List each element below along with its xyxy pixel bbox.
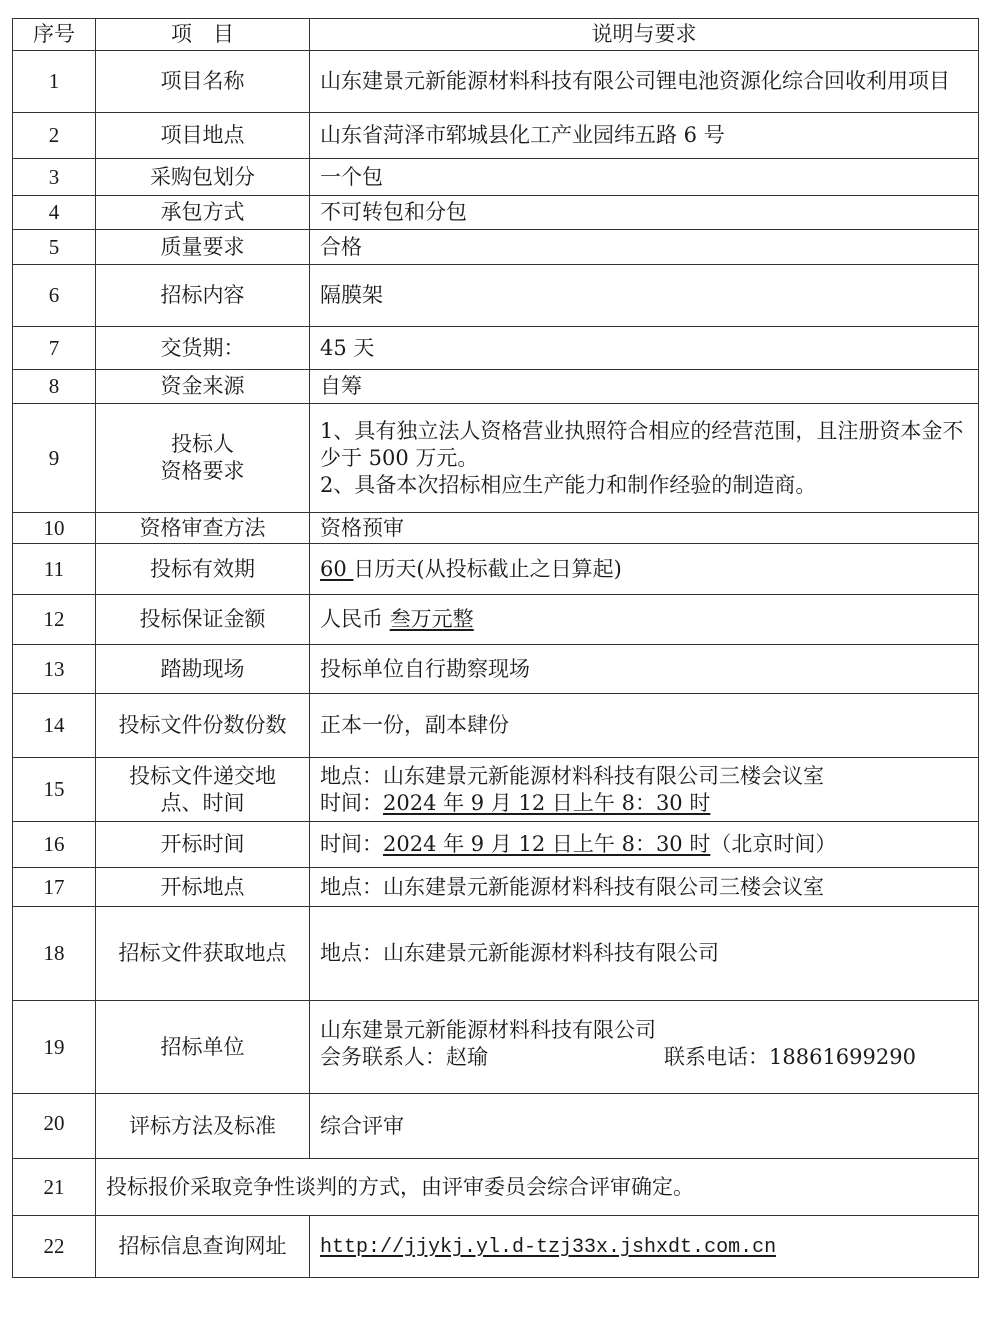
- row-item: 项目地点: [96, 113, 310, 159]
- row-item: 评标方法及标准: [96, 1094, 310, 1159]
- row-item: 投标文件份数份数: [96, 694, 310, 758]
- row-item: 承包方式: [96, 196, 310, 230]
- info-url-link[interactable]: http://jjykj.yl.d-tzj33x.jshxdt.com.cn: [320, 1236, 777, 1259]
- time-label: 时间：: [320, 790, 383, 815]
- table-row: [13, 113, 979, 159]
- row-desc: 隔膜架: [310, 265, 979, 327]
- table-row: [13, 370, 979, 404]
- row-desc: 综合评审: [310, 1094, 979, 1159]
- row-no: 13: [13, 645, 96, 694]
- bid-info-table: [12, 18, 979, 1278]
- table-row: [13, 694, 979, 758]
- row-item: 投标保证金额: [96, 595, 310, 645]
- table-row: [13, 513, 979, 544]
- row-no: 6: [13, 265, 96, 327]
- row-item-line: 点、时间: [160, 790, 245, 815]
- table-row: [13, 758, 979, 822]
- row-no: 12: [13, 595, 96, 645]
- row-desc: [310, 404, 979, 513]
- table-header-row: [13, 19, 979, 51]
- row-no: 22: [13, 1216, 96, 1278]
- table-row: [13, 196, 979, 230]
- row-no: 8: [13, 370, 96, 404]
- row-item: 交货期：: [96, 327, 310, 370]
- row-no: 3: [13, 159, 96, 196]
- row-item: 资金来源: [96, 370, 310, 404]
- time-label: 时间：: [320, 832, 383, 856]
- row-desc: 自筹: [310, 370, 979, 404]
- row-desc: 45 天: [310, 327, 979, 370]
- row-item: 质量要求: [96, 230, 310, 265]
- contact-line: [320, 1044, 972, 1071]
- row-no: 14: [13, 694, 96, 758]
- row-no: 7: [13, 327, 96, 370]
- timezone-note: （北京时间）: [710, 832, 837, 856]
- merged-note: 投标报价采取竞争性谈判的方式，由评审委员会综合评审确定。: [96, 1159, 979, 1216]
- row-desc: 山东省菏泽市郓城县化工产业园纬五路 6 号: [310, 113, 979, 159]
- row-no: 5: [13, 230, 96, 265]
- table-row: [13, 265, 979, 327]
- row-desc: 地点：山东建景元新能源材料科技有限公司三楼会议室: [310, 868, 979, 907]
- row-item: 资格审查方法: [96, 513, 310, 544]
- table-row: [13, 544, 979, 595]
- row-item: 招标信息查询网址: [96, 1216, 310, 1278]
- row-desc: [310, 544, 979, 595]
- contact-phone: 联系电话：18861699290: [664, 1045, 916, 1069]
- validity-days: 60: [320, 556, 354, 581]
- row-desc: 一个包: [310, 159, 979, 196]
- row-desc: [310, 758, 979, 822]
- row-desc: 合格: [310, 230, 979, 265]
- table-row: [13, 1094, 979, 1159]
- header-desc: 说明与要求: [310, 19, 979, 51]
- row-no: 20: [13, 1094, 96, 1159]
- table-row: [13, 907, 979, 1001]
- table-row: [13, 159, 979, 196]
- row-item: 开标时间: [96, 822, 310, 868]
- row-no: 1: [13, 51, 96, 113]
- currency-label: 人民币: [320, 607, 390, 631]
- row-no: 18: [13, 907, 96, 1001]
- header-no: 序号: [13, 19, 96, 51]
- requirement-1: 1、具有独立法人资格营业执照符合相应的经营范围，且注册资本金不少于 500 万元。: [320, 418, 964, 470]
- row-item: [96, 758, 310, 822]
- row-item: 开标地点: [96, 868, 310, 907]
- table-row: [13, 51, 979, 113]
- row-desc: 投标单位自行勘察现场: [310, 645, 979, 694]
- row-item: 采购包划分: [96, 159, 310, 196]
- table-row: [13, 1001, 979, 1094]
- row-no: 10: [13, 513, 96, 544]
- time-value: 2024 年 9 月 12 日上午 8：30 时: [383, 832, 711, 856]
- row-desc: 山东建景元新能源材料科技有限公司锂电池资源化综合回收利用项目: [310, 51, 979, 113]
- table-row: [13, 868, 979, 907]
- submission-time: [320, 790, 972, 817]
- bidder-company: 山东建景元新能源材料科技有限公司: [320, 1018, 656, 1042]
- table-row: [13, 645, 979, 694]
- row-desc: [310, 1216, 979, 1278]
- row-desc: 地点：山东建景元新能源材料科技有限公司: [310, 907, 979, 1001]
- table-row: [13, 1216, 979, 1278]
- row-item: 项目名称: [96, 51, 310, 113]
- row-no: 15: [13, 758, 96, 822]
- row-item: 招标内容: [96, 265, 310, 327]
- row-desc: 不可转包和分包: [310, 196, 979, 230]
- deposit-amount: 叁万元整: [389, 607, 474, 631]
- submission-location: 地点：山东建景元新能源材料科技有限公司三楼会议室: [320, 763, 824, 788]
- table-row: [13, 595, 979, 645]
- row-item-line: 资格要求: [160, 459, 245, 483]
- header-item: 项 目: [96, 19, 310, 51]
- requirement-2: 2、具备本次招标相应生产能力和制作经验的制造商。: [320, 472, 817, 497]
- row-no: 17: [13, 868, 96, 907]
- row-desc: [310, 822, 979, 868]
- row-no: 19: [13, 1001, 96, 1094]
- row-item: 投标有效期: [96, 544, 310, 595]
- row-no: 9: [13, 404, 96, 513]
- row-item-line: 投标人: [171, 432, 234, 456]
- row-desc: 资格预审: [310, 513, 979, 544]
- row-item-line: 投标文件递交地: [129, 763, 276, 788]
- table-row: [13, 822, 979, 868]
- table-row: [13, 327, 979, 370]
- table-row: [13, 230, 979, 265]
- row-desc: [310, 595, 979, 645]
- row-desc: 正本一份，副本肆份: [310, 694, 979, 758]
- table-row: [13, 1159, 979, 1216]
- validity-text: 日历天(从投标截止之日算起): [353, 556, 622, 581]
- table-row: [13, 404, 979, 513]
- row-no: 16: [13, 822, 96, 868]
- contact-person: 会务联系人：赵瑜: [320, 1045, 488, 1069]
- row-no: 4: [13, 196, 96, 230]
- row-item: [96, 404, 310, 513]
- time-value: 2024 年 9 月 12 日上午 8：30 时: [383, 790, 711, 815]
- row-no: 2: [13, 113, 96, 159]
- row-no: 11: [13, 544, 96, 595]
- row-item: 招标文件获取地点: [96, 907, 310, 1001]
- row-desc: [310, 1001, 979, 1094]
- row-item: 踏勘现场: [96, 645, 310, 694]
- row-no: 21: [13, 1159, 96, 1216]
- row-item: 招标单位: [96, 1001, 310, 1094]
